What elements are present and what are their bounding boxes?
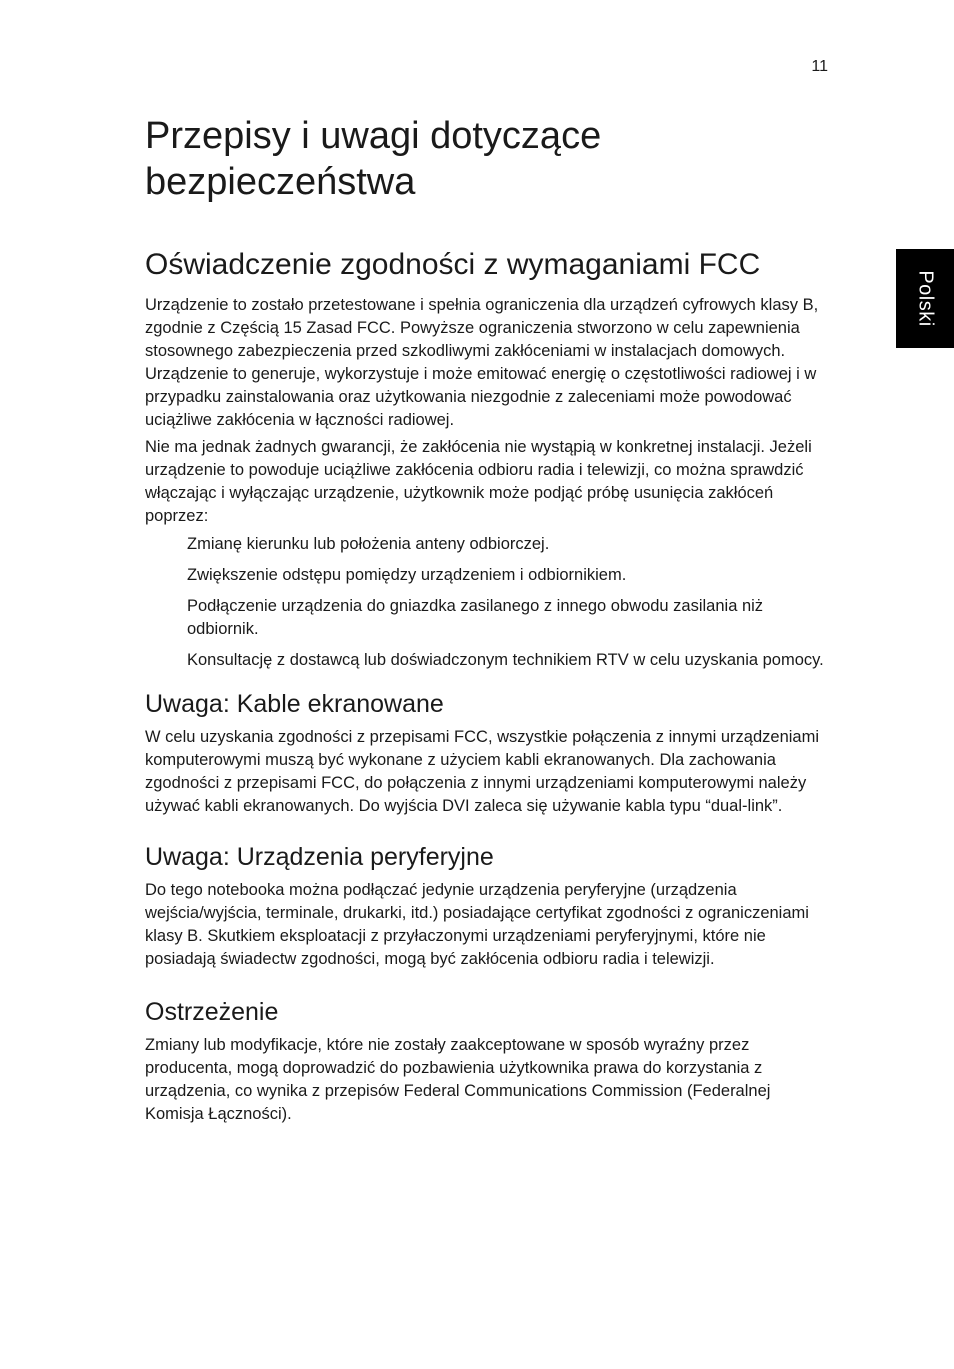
warning-heading: Ostrzeżenie (145, 998, 279, 1026)
shielded-cables-paragraph: W celu uzyskania zgodności z przepisami FCC, wszystkie połączenia z innymi urządzeniami komputerowymi muszą być wykonane z użyciem kabli ekranowanych. Dla zachowania zgodności z przepisami FCC, do połączenia z innymi urządzeniami komputerowymi należy używać kabli ekranowanych. Do wyjścia DVI zaleca się używanie kabla typu “dual-link”. (145, 728, 820, 815)
fcc-paragraph-2: Nie ma jednak żadnych gwarancji, że zakłócenia nie wystąpią w konkretnej instalacji. Jeżeli urządzenie to powoduje uciążliwe zakłócenia odbioru radia i telewizji, co można sprawdzić włączając i wyłączając urządzenie, użytkownik może podjąć próbę usunięcia zakłóceń poprzez: (145, 438, 812, 525)
peripherals-heading: Uwaga: Urządzenia peryferyjne (145, 843, 494, 871)
peripherals-paragraph: Do tego notebooka można podłączać jedynie urządzenia peryferyjne (urządzenia wejścia/wyjścia, terminale, drukarki, itd.) posiadające certyfikat zgodności z ograniczeniami klasy B. Skutkiem eksploatacji z przyłaczonymi urządzeniami peryferyjnymi, które nie posiadają świadectw zgodności, mogą być zakłócenia odbioru radia i telewizji. (145, 881, 809, 968)
fcc-section (145, 247, 833, 672)
list-item: Konsultację z dostawcą lub doświadczonym technikiem RTV w celu uzyskania pomocy. (187, 651, 824, 669)
shielded-cables-heading: Uwaga: Kable ekranowane (145, 690, 444, 718)
page-title (145, 113, 833, 205)
language-tab-label: Polski (914, 270, 937, 327)
list-item: Podłączenie urządzenia do gniazdka zasilanego z innego obwodu zasilania niż odbiornik. (187, 597, 764, 638)
fcc-paragraph-1: Urządzenie to zostało przetestowane i spełnia ograniczenia dla urządzeń cyfrowych klasy B, zgodnie z Częścią 15 Zasad FCC. Powyższe ograniczenia stworzono w celu zapewnienia stosownego zabezpieczenia przed szkodliwymi zakłóceniami w instalacjach domowych. Urządzenie to generuje, wykorzystuje i może emitować energię o częstotliwości radiowej i w przypadku zainstalowania oraz użytkowania niezgodnie z zaleceniami może powodować uciążliwe zakłócenia w łączności radiowej. (145, 296, 819, 429)
shielded-cables-section (145, 689, 833, 818)
warning-section (145, 997, 833, 1126)
language-tab (896, 249, 954, 348)
list-item: Zmianę kierunku lub położenia anteny odbiorczej. (187, 535, 550, 553)
peripherals-section (145, 842, 833, 971)
page-number: 11 (811, 58, 828, 75)
page-title-line: Przepisy i uwagi dotyczące (145, 115, 602, 157)
page-title-line: bezpieczeństwa (145, 161, 416, 203)
fcc-heading: Oświadczenie zgodności z wymaganiami FCC (145, 248, 761, 281)
page-content (145, 113, 833, 1130)
warning-paragraph: Zmiany lub modyfikacje, które nie zostały zaakceptowane w sposób wyraźny przez producenta, mogą doprowadzić do pozbawienia użytkownika prawa do korzystania z urządzenia, co wynika z przepisów Federal Communications Commission (Federalnej Komisja Łączności). (145, 1036, 771, 1123)
fcc-measures-list (187, 533, 833, 672)
list-item: Zwiększenie odstępu pomiędzy urządzeniem i odbiornikiem. (187, 566, 627, 584)
